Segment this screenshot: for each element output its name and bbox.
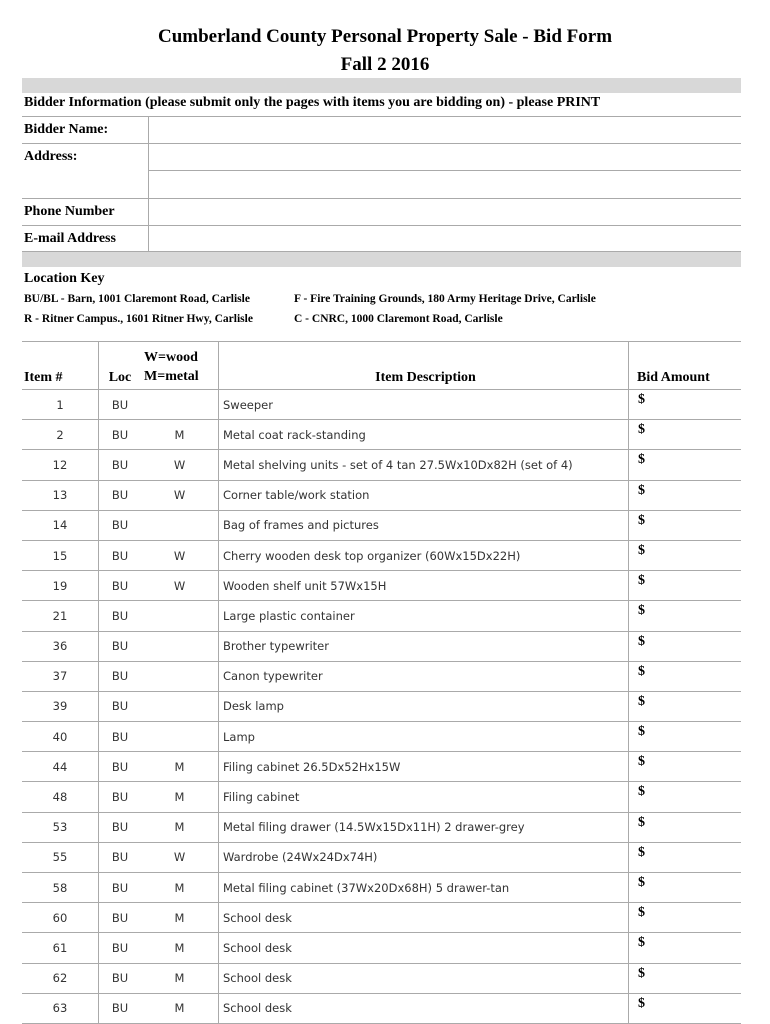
item-description: Metal filing drawer (14.5Wx15Dx11H) 2 drawer-grey bbox=[219, 812, 629, 842]
table-row bbox=[22, 691, 741, 721]
item-material bbox=[141, 661, 219, 691]
item-material: M bbox=[141, 420, 219, 450]
table-row bbox=[22, 661, 741, 691]
item-description: Wardrobe (24Wx24Dx74H) bbox=[219, 842, 629, 872]
address-field-line-1[interactable] bbox=[149, 144, 742, 171]
item-location: BU bbox=[99, 661, 142, 691]
item-description: School desk bbox=[219, 933, 629, 963]
table-row bbox=[22, 993, 741, 1023]
bid-amount-field[interactable]: $ bbox=[629, 842, 742, 872]
header-bid-amount: Bid Amount bbox=[629, 342, 742, 390]
bid-amount-field[interactable]: $ bbox=[629, 450, 742, 480]
item-number: 14 bbox=[22, 510, 99, 540]
item-location: BU bbox=[99, 933, 142, 963]
bid-amount-field[interactable]: $ bbox=[629, 631, 742, 661]
item-number: 19 bbox=[22, 571, 99, 601]
phone-field[interactable] bbox=[149, 199, 742, 226]
item-location: BU bbox=[99, 752, 142, 782]
table-row bbox=[22, 812, 741, 842]
item-number: 12 bbox=[22, 450, 99, 480]
item-description: Filing cabinet 26.5Dx52Hx15W bbox=[219, 752, 629, 782]
table-row bbox=[22, 722, 741, 752]
table-row bbox=[22, 933, 741, 963]
item-location: BU bbox=[99, 480, 142, 510]
item-description: Metal filing cabinet (37Wx20Dx68H) 5 drawer-tan bbox=[219, 873, 629, 903]
location-key-r: R - Ritner Campus., 1601 Ritner Hwy, Carlisle bbox=[24, 313, 253, 325]
item-description: Metal shelving units - set of 4 tan 27.5Wx10Dx82H (set of 4) bbox=[219, 450, 629, 480]
table-row bbox=[22, 510, 741, 540]
table-row bbox=[22, 420, 741, 450]
item-number: 60 bbox=[22, 903, 99, 933]
location-key-c: C - CNRC, 1000 Claremont Road, Carlisle bbox=[294, 313, 503, 325]
item-location: BU bbox=[99, 631, 142, 661]
bid-amount-field[interactable]: $ bbox=[629, 993, 742, 1023]
bid-amount-field[interactable]: $ bbox=[629, 601, 742, 631]
table-row bbox=[22, 842, 741, 872]
item-location: BU bbox=[99, 540, 142, 570]
item-description: Bag of frames and pictures bbox=[219, 510, 629, 540]
item-description: Filing cabinet bbox=[219, 782, 629, 812]
table-row bbox=[22, 390, 741, 420]
item-location: BU bbox=[99, 722, 142, 752]
item-material: W bbox=[141, 571, 219, 601]
section-divider bbox=[22, 252, 741, 267]
bid-amount-field[interactable]: $ bbox=[629, 963, 742, 993]
item-material bbox=[141, 510, 219, 540]
bid-amount-field[interactable]: $ bbox=[629, 510, 742, 540]
item-description: Canon typewriter bbox=[219, 661, 629, 691]
bidder-info-header: Bidder Information (please submit only the pages with items you are bidding on) - please PRINT bbox=[24, 95, 601, 110]
item-material: M bbox=[141, 812, 219, 842]
page-subtitle: Fall 2 2016 bbox=[340, 54, 430, 75]
item-description: Sweeper bbox=[219, 390, 629, 420]
bid-amount-field[interactable]: $ bbox=[629, 722, 742, 752]
bid-amount-field[interactable]: $ bbox=[629, 812, 742, 842]
email-field[interactable] bbox=[149, 226, 742, 252]
bid-amount-field[interactable]: $ bbox=[629, 390, 742, 420]
item-number: 2 bbox=[22, 420, 99, 450]
bid-amount-field[interactable]: $ bbox=[629, 752, 742, 782]
location-key-bu: BU/BL - Barn, 1001 Claremont Road, Carlisle bbox=[24, 293, 250, 305]
item-number: 21 bbox=[22, 601, 99, 631]
item-number: 36 bbox=[22, 631, 99, 661]
item-location: BU bbox=[99, 963, 142, 993]
item-material: M bbox=[141, 782, 219, 812]
bid-amount-field[interactable]: $ bbox=[629, 571, 742, 601]
items-table-header bbox=[22, 342, 741, 390]
address-label: Address: bbox=[22, 144, 149, 199]
item-number: 53 bbox=[22, 812, 99, 842]
item-description: Wooden shelf unit 57Wx15H bbox=[219, 571, 629, 601]
item-material bbox=[141, 722, 219, 752]
header-wood-metal bbox=[141, 342, 219, 390]
item-location: BU bbox=[99, 691, 142, 721]
items-table bbox=[22, 341, 741, 1024]
bidder-name-field[interactable] bbox=[149, 117, 742, 144]
item-description: Metal coat rack-standing bbox=[219, 420, 629, 450]
bid-amount-field[interactable]: $ bbox=[629, 480, 742, 510]
header-description: Item Description bbox=[219, 342, 629, 390]
item-material bbox=[141, 601, 219, 631]
item-material: W bbox=[141, 450, 219, 480]
table-row bbox=[22, 631, 741, 661]
email-label: E-mail Address bbox=[22, 226, 149, 252]
item-material: M bbox=[141, 993, 219, 1023]
header-loc: Loc bbox=[99, 342, 142, 390]
item-material: W bbox=[141, 540, 219, 570]
location-key-f: F - Fire Training Grounds, 180 Army Heritage Drive, Carlisle bbox=[294, 293, 596, 305]
item-number: 39 bbox=[22, 691, 99, 721]
bidder-name-label: Bidder Name: bbox=[22, 117, 149, 144]
item-location: BU bbox=[99, 420, 142, 450]
item-description: School desk bbox=[219, 903, 629, 933]
bidder-info-table bbox=[22, 116, 741, 252]
item-description: Desk lamp bbox=[219, 691, 629, 721]
header-wood-label: W=wood bbox=[144, 350, 198, 365]
item-material bbox=[141, 631, 219, 661]
item-location: BU bbox=[99, 993, 142, 1023]
item-number: 58 bbox=[22, 873, 99, 903]
item-location: BU bbox=[99, 390, 142, 420]
item-description: Cherry wooden desk top organizer (60Wx15Dx22H) bbox=[219, 540, 629, 570]
table-row bbox=[22, 571, 741, 601]
item-description: School desk bbox=[219, 963, 629, 993]
item-number: 37 bbox=[22, 661, 99, 691]
table-row bbox=[22, 601, 741, 631]
item-description: Large plastic container bbox=[219, 601, 629, 631]
bid-amount-field[interactable]: $ bbox=[629, 933, 742, 963]
bid-amount-field[interactable]: $ bbox=[629, 540, 742, 570]
item-number: 48 bbox=[22, 782, 99, 812]
item-description: School desk bbox=[219, 993, 629, 1023]
item-number: 40 bbox=[22, 722, 99, 752]
table-row bbox=[22, 752, 741, 782]
bid-amount-field[interactable]: $ bbox=[629, 782, 742, 812]
bid-amount-field[interactable]: $ bbox=[629, 420, 742, 450]
bid-amount-field[interactable]: $ bbox=[629, 873, 742, 903]
table-row bbox=[22, 450, 741, 480]
item-description: Brother typewriter bbox=[219, 631, 629, 661]
item-location: BU bbox=[99, 601, 142, 631]
bid-amount-field[interactable]: $ bbox=[629, 691, 742, 721]
item-material: M bbox=[141, 963, 219, 993]
item-number: 61 bbox=[22, 933, 99, 963]
header-metal-label: M=metal bbox=[144, 369, 199, 384]
phone-label: Phone Number bbox=[22, 199, 149, 226]
item-location: BU bbox=[99, 873, 142, 903]
item-material: M bbox=[141, 903, 219, 933]
item-number: 63 bbox=[22, 993, 99, 1023]
table-row bbox=[22, 540, 741, 570]
item-material bbox=[141, 390, 219, 420]
item-number: 55 bbox=[22, 842, 99, 872]
item-location: BU bbox=[99, 450, 142, 480]
item-location: BU bbox=[99, 571, 142, 601]
item-location: BU bbox=[99, 782, 142, 812]
location-key-title: Location Key bbox=[24, 271, 105, 286]
address-field-line-2[interactable] bbox=[149, 171, 742, 199]
item-description: Corner table/work station bbox=[219, 480, 629, 510]
table-row bbox=[22, 963, 741, 993]
bid-amount-field[interactable]: $ bbox=[629, 661, 742, 691]
item-number: 62 bbox=[22, 963, 99, 993]
item-material bbox=[141, 691, 219, 721]
table-row bbox=[22, 903, 741, 933]
item-number: 44 bbox=[22, 752, 99, 782]
item-location: BU bbox=[99, 510, 142, 540]
item-material: M bbox=[141, 933, 219, 963]
table-row bbox=[22, 782, 741, 812]
item-material: M bbox=[141, 873, 219, 903]
item-number: 13 bbox=[22, 480, 99, 510]
page-title: Cumberland County Personal Property Sale - Bid Form bbox=[157, 26, 613, 47]
table-row bbox=[22, 873, 741, 903]
header-item-number: Item # bbox=[22, 342, 99, 390]
item-material: M bbox=[141, 752, 219, 782]
section-divider bbox=[22, 78, 741, 93]
item-description: Lamp bbox=[219, 722, 629, 752]
table-row bbox=[22, 480, 741, 510]
item-location: BU bbox=[99, 903, 142, 933]
bid-amount-field[interactable]: $ bbox=[629, 903, 742, 933]
item-material: W bbox=[141, 480, 219, 510]
item-number: 15 bbox=[22, 540, 99, 570]
item-location: BU bbox=[99, 842, 142, 872]
item-location: BU bbox=[99, 812, 142, 842]
item-material: W bbox=[141, 842, 219, 872]
item-number: 1 bbox=[22, 390, 99, 420]
